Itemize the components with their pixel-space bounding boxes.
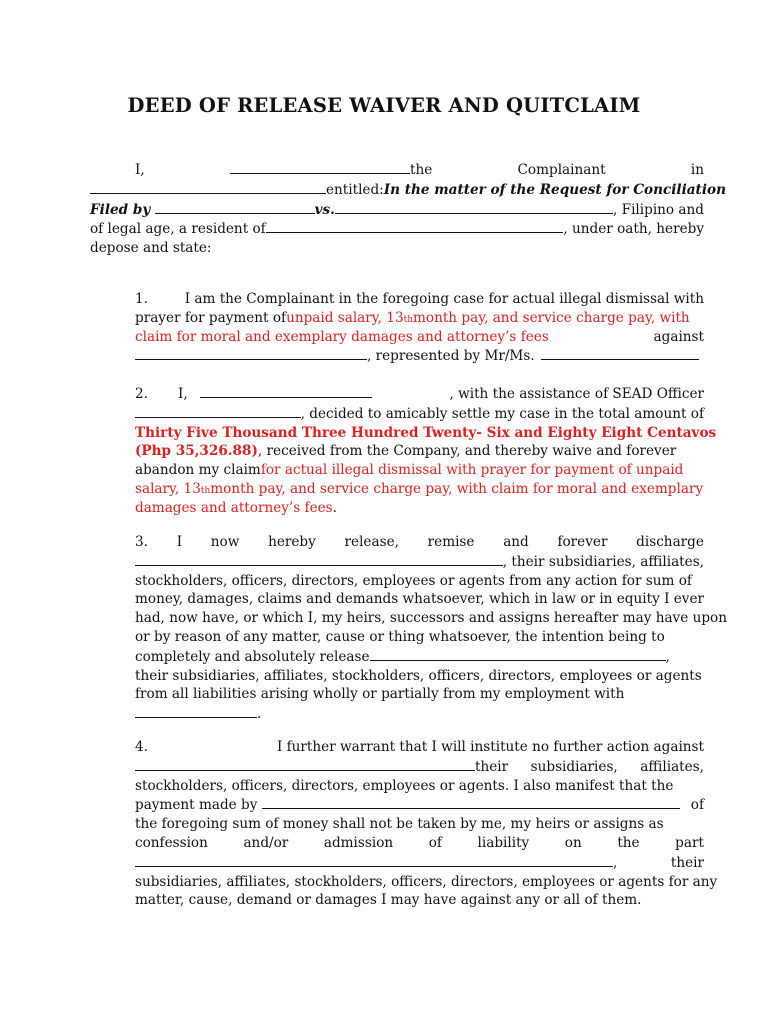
p3-word: discharge bbox=[636, 534, 704, 550]
p2-red-3: damages and attorney’s fees bbox=[135, 499, 333, 516]
p3-line-4: money, damages, claims and demands whatsoever, which in law or in equity I ever bbox=[135, 591, 705, 608]
intro-complainant: Complainant bbox=[517, 162, 606, 178]
p4-line-7-comma: , bbox=[613, 854, 618, 871]
p1-line-2-red-a: unpaid salary, 13 bbox=[286, 309, 404, 326]
p4-line-4: payment made by bbox=[135, 797, 258, 814]
intro-legal-age: of legal age, a resident of bbox=[90, 221, 266, 238]
p1-line-1: I am the Complainant in the foregoing case for actual illegal dismissal with bbox=[184, 291, 704, 307]
p1-line-2-text: prayer for payment of bbox=[135, 309, 287, 326]
paragraph-1: 1. I am the Complainant in the foregoing case for actual illegal dismissal with prayer for payment of unpaid salary, 13 th month pay, and service charge pay, with claim for moral and exemplary damages and attorney’s fees against , represented by Mr/Ms. bbox=[135, 291, 704, 365]
p2-name-blank bbox=[200, 384, 372, 398]
p4-payer-blank bbox=[262, 795, 680, 809]
p3-line-8: their subsidiaries, affiliates, stockholders, officers, directors, employees or agents bbox=[135, 667, 702, 684]
p4-line-7-their: their bbox=[670, 854, 704, 871]
p3-word: and bbox=[503, 534, 529, 550]
p2-amount-figure: (Php 35,326.88) bbox=[135, 443, 258, 460]
case-number-blank bbox=[90, 180, 326, 194]
intro-entitled: entitled: bbox=[326, 181, 384, 198]
p4-line-5: the foregoing sum of money shall not be taken by me, my heirs or assigns as bbox=[135, 816, 664, 833]
p3-employer-blank bbox=[135, 704, 257, 718]
intro-depose: depose and state: bbox=[90, 240, 212, 257]
p3-line-9: from all liabilities arising wholly or partially from my employment with bbox=[135, 686, 625, 703]
p4-line-9: matter, cause, demand or damages I may have against any or all of them. bbox=[135, 892, 642, 909]
p2-red-1: for actual illegal dismissal with prayer for payment of unpaid bbox=[260, 462, 684, 479]
intro-the: the bbox=[409, 162, 433, 178]
intro-under-oath: , under oath, hereby bbox=[563, 221, 704, 238]
p3-line-5: had, now have, or which I, my heirs, successors and assigns hereafter may have upon bbox=[135, 610, 727, 627]
filed-by-label: Filed by bbox=[90, 201, 151, 218]
p4-line-1: I further warrant that I will institute no further action against bbox=[276, 739, 704, 755]
complainant-name-blank bbox=[230, 160, 410, 174]
p2-received: , received from the Company, and thereby waive and forever bbox=[257, 443, 677, 460]
p4-part-blank bbox=[135, 853, 613, 867]
p4-line-2: their subsidiaries, affiliates, bbox=[475, 758, 704, 775]
p1-line-2-red-b: month pay, and service charge pay, with bbox=[413, 309, 690, 326]
p3-word: release, bbox=[344, 534, 399, 550]
p3-word: remise bbox=[427, 534, 475, 550]
intro-in: in bbox=[690, 162, 704, 178]
p2-amount-words: Thirty Five Thousand Three Hundred Twenty- Six and Eighty Eight Centavos bbox=[135, 424, 717, 441]
respondent-blank bbox=[335, 200, 613, 214]
p3-company-blank bbox=[135, 552, 503, 566]
p3-number: 3. bbox=[135, 534, 148, 550]
p4-company-blank bbox=[135, 757, 475, 771]
filed-by-blank bbox=[155, 200, 315, 214]
paragraph-2: 2. I, , with the assistance of SEAD Officer , decided to amicably settle my case in the total amount of Thirty Five Thousand Three Hundred Twenty- Six and Eighty Eight Centavos (Php 35,326.88) , received from the Company, and thereby waive and forever abandon my claim for actual illegal dismissal with prayer for payment of unpaid salary, 13 th month pay, and service charge pay, with claim for moral and exemplary damages and attorney’s fees . bbox=[135, 386, 717, 516]
p3-line-3: stockholders, officers, directors, employees or agents from any action for sum of bbox=[135, 572, 692, 589]
p4-word: part bbox=[675, 834, 704, 851]
p3-line-6: or by reason of any matter, cause or thing whatsoever, the intention being to bbox=[135, 628, 665, 645]
p4-word: of bbox=[428, 834, 442, 851]
p4-line-4-end: of bbox=[690, 797, 704, 814]
intro-filipino: , Filipino and bbox=[613, 201, 704, 218]
p4-line-8: subsidiaries, affiliates, stockholders, officers, directors, employees or agents for any bbox=[135, 873, 718, 890]
document-title: DEED OF RELEASE WAIVER AND QUITCLAIM bbox=[127, 94, 641, 117]
p4-word: liability bbox=[477, 834, 530, 851]
p2-decided: , decided to amicably settle my case in the total amount of bbox=[300, 405, 704, 422]
p2-assist: , with the assistance of SEAD Officer bbox=[449, 386, 704, 402]
p3-word: forever bbox=[557, 534, 608, 550]
residence-blank bbox=[266, 219, 564, 233]
paragraph-4 bbox=[135, 738, 718, 910]
p2-i: I, bbox=[177, 386, 188, 402]
p1-number: 1. bbox=[135, 291, 148, 307]
case-title-line-1: In the matter of the Request for Conciliation bbox=[383, 181, 726, 198]
vs-label: vs. bbox=[314, 201, 335, 218]
paragraph-3 bbox=[135, 533, 727, 724]
p3-release-blank bbox=[370, 647, 666, 661]
p4-number: 4. bbox=[135, 739, 148, 755]
p3-word: hereby bbox=[268, 534, 316, 550]
p2-red-2a: salary, 13 bbox=[135, 480, 201, 497]
p4-word: on bbox=[564, 834, 582, 851]
p1-against: against bbox=[653, 328, 704, 345]
p2-number: 2. bbox=[135, 386, 148, 402]
p2-period: . bbox=[332, 499, 337, 516]
p4-word: admission bbox=[323, 834, 394, 851]
p4-word: and/or bbox=[243, 834, 289, 851]
p1-respondent-blank bbox=[135, 346, 367, 360]
p2-red-2b: month pay, and service charge pay, with claim for moral and exemplary bbox=[210, 480, 704, 497]
p1-line-3-red: claim for moral and exemplary damages and attorney’s fees bbox=[135, 328, 549, 345]
p3-line-10: . bbox=[257, 706, 262, 723]
p2-abandon: abandon my claim bbox=[135, 462, 261, 479]
p3-line-7-end: , bbox=[665, 648, 670, 665]
p3-line-7: completely and absolutely release bbox=[135, 648, 370, 665]
intro-i: I, bbox=[135, 162, 145, 178]
p1-representative-blank bbox=[541, 346, 699, 360]
p2-sead-officer-blank bbox=[135, 404, 301, 418]
p4-line-3: stockholders, officers, directors, employees or agents. I also manifest that the bbox=[135, 777, 674, 794]
p3-word: now bbox=[210, 534, 240, 550]
p1-line-4: , represented by Mr/Ms. bbox=[367, 348, 535, 365]
p4-word: the bbox=[617, 834, 640, 851]
p3-line-2: , their subsidiaries, affiliates, bbox=[502, 553, 704, 570]
intro-paragraph bbox=[90, 160, 726, 258]
p3-word: I bbox=[176, 534, 183, 550]
p4-word: confession bbox=[135, 834, 208, 851]
